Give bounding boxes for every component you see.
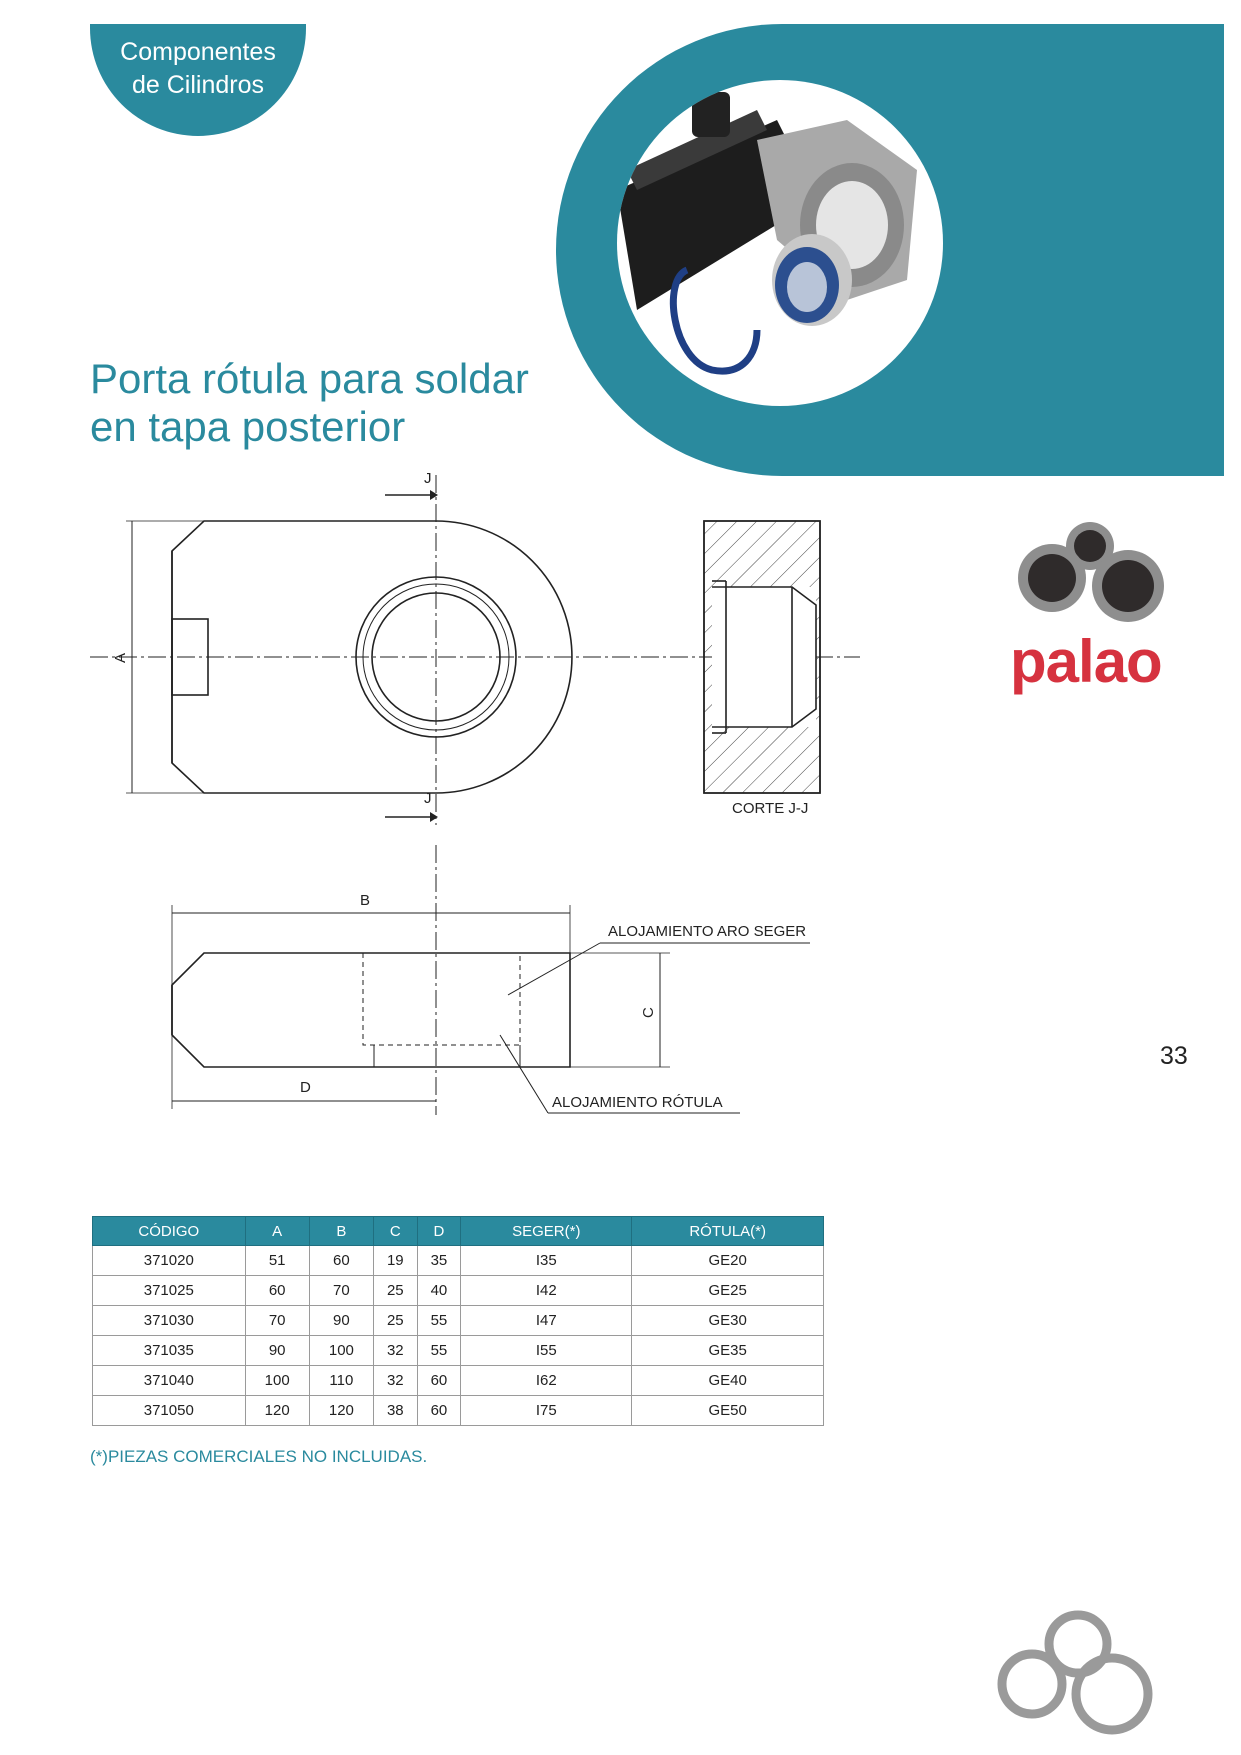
- cell: GE30: [632, 1306, 824, 1336]
- cell: 60: [417, 1396, 461, 1426]
- product-photo: [617, 80, 943, 406]
- cell: 60: [245, 1276, 309, 1306]
- page-number: 33: [1160, 1042, 1188, 1070]
- section-mark-bottom: J: [424, 790, 432, 807]
- cell: 19: [374, 1246, 418, 1276]
- table-row: [93, 1336, 824, 1366]
- cell: 90: [309, 1306, 373, 1336]
- cell: 371035: [93, 1336, 246, 1366]
- cell: 110: [309, 1366, 373, 1396]
- section-tab: [90, 24, 306, 136]
- decorative-rings-icon: [990, 1608, 1170, 1738]
- cell: 70: [245, 1306, 309, 1336]
- cell: 120: [309, 1396, 373, 1426]
- cell: 35: [417, 1246, 461, 1276]
- table-header-row: [93, 1217, 824, 1246]
- dim-a-label: A: [112, 652, 129, 663]
- cell: 25: [374, 1276, 418, 1306]
- page-title-line1: Porta rótula para soldar: [90, 355, 529, 402]
- cell: 38: [374, 1396, 418, 1426]
- cell: I35: [461, 1246, 632, 1276]
- table-row: [93, 1396, 824, 1426]
- footnote: (*)PIEZAS COMERCIALES NO INCLUIDAS.: [90, 1447, 428, 1466]
- cell: 371025: [93, 1276, 246, 1306]
- section-mark-top: J: [424, 470, 432, 487]
- cell: 371030: [93, 1306, 246, 1336]
- cell: GE20: [632, 1246, 824, 1276]
- table-row: [93, 1276, 824, 1306]
- cell: 55: [417, 1336, 461, 1366]
- specs-table: [92, 1216, 824, 1426]
- section-caption: CORTE J-J: [732, 800, 809, 817]
- cell: 100: [245, 1366, 309, 1396]
- cell: GE35: [632, 1336, 824, 1366]
- cell: 371040: [93, 1366, 246, 1396]
- brand-name: palao: [1010, 628, 1162, 695]
- table-row: [93, 1306, 824, 1336]
- col-b: B: [309, 1217, 373, 1246]
- col-rotula: RÓTULA(*): [632, 1217, 824, 1246]
- table-row: [93, 1246, 824, 1276]
- cell: I42: [461, 1276, 632, 1306]
- cell: 371020: [93, 1246, 246, 1276]
- table-row: [93, 1366, 824, 1396]
- cell: I75: [461, 1396, 632, 1426]
- label-seger: ALOJAMIENTO ARO SEGER: [608, 923, 807, 940]
- cell: 70: [309, 1276, 373, 1306]
- cell: 32: [374, 1336, 418, 1366]
- cell: 25: [374, 1306, 418, 1336]
- cell: I55: [461, 1336, 632, 1366]
- technical-drawing: [80, 465, 860, 1125]
- cell: 100: [309, 1336, 373, 1366]
- cell: GE50: [632, 1396, 824, 1426]
- section-tab-line1: Componentes: [120, 38, 276, 66]
- palao-logo: [1010, 520, 1190, 700]
- cell: 60: [309, 1246, 373, 1276]
- cell: 120: [245, 1396, 309, 1426]
- col-a: A: [245, 1217, 309, 1246]
- cell: 51: [245, 1246, 309, 1276]
- cell: 40: [417, 1276, 461, 1306]
- cell: I47: [461, 1306, 632, 1336]
- dim-b-label: B: [360, 892, 371, 909]
- cell: 55: [417, 1306, 461, 1336]
- section-view: [704, 521, 820, 817]
- page-title-line2: en tapa posterior: [90, 403, 406, 450]
- cell: 371050: [93, 1396, 246, 1426]
- section-tab-line2: de Cilindros: [131, 71, 264, 99]
- cell: 90: [245, 1336, 309, 1366]
- cell: GE40: [632, 1366, 824, 1396]
- col-seger: SEGER(*): [461, 1217, 632, 1246]
- dim-c-label: C: [640, 1007, 657, 1018]
- col-codigo: CÓDIGO: [93, 1217, 246, 1246]
- dim-d-label: D: [300, 1079, 311, 1096]
- col-c: C: [374, 1217, 418, 1246]
- label-rotula: ALOJAMIENTO RÓTULA: [552, 1094, 723, 1111]
- cell: GE25: [632, 1276, 824, 1306]
- cell: I62: [461, 1366, 632, 1396]
- cell: 60: [417, 1366, 461, 1396]
- side-view: [172, 845, 810, 1115]
- col-d: D: [417, 1217, 461, 1246]
- cylinder-render-image: [617, 80, 943, 406]
- page-title: [90, 355, 529, 451]
- cell: 32: [374, 1366, 418, 1396]
